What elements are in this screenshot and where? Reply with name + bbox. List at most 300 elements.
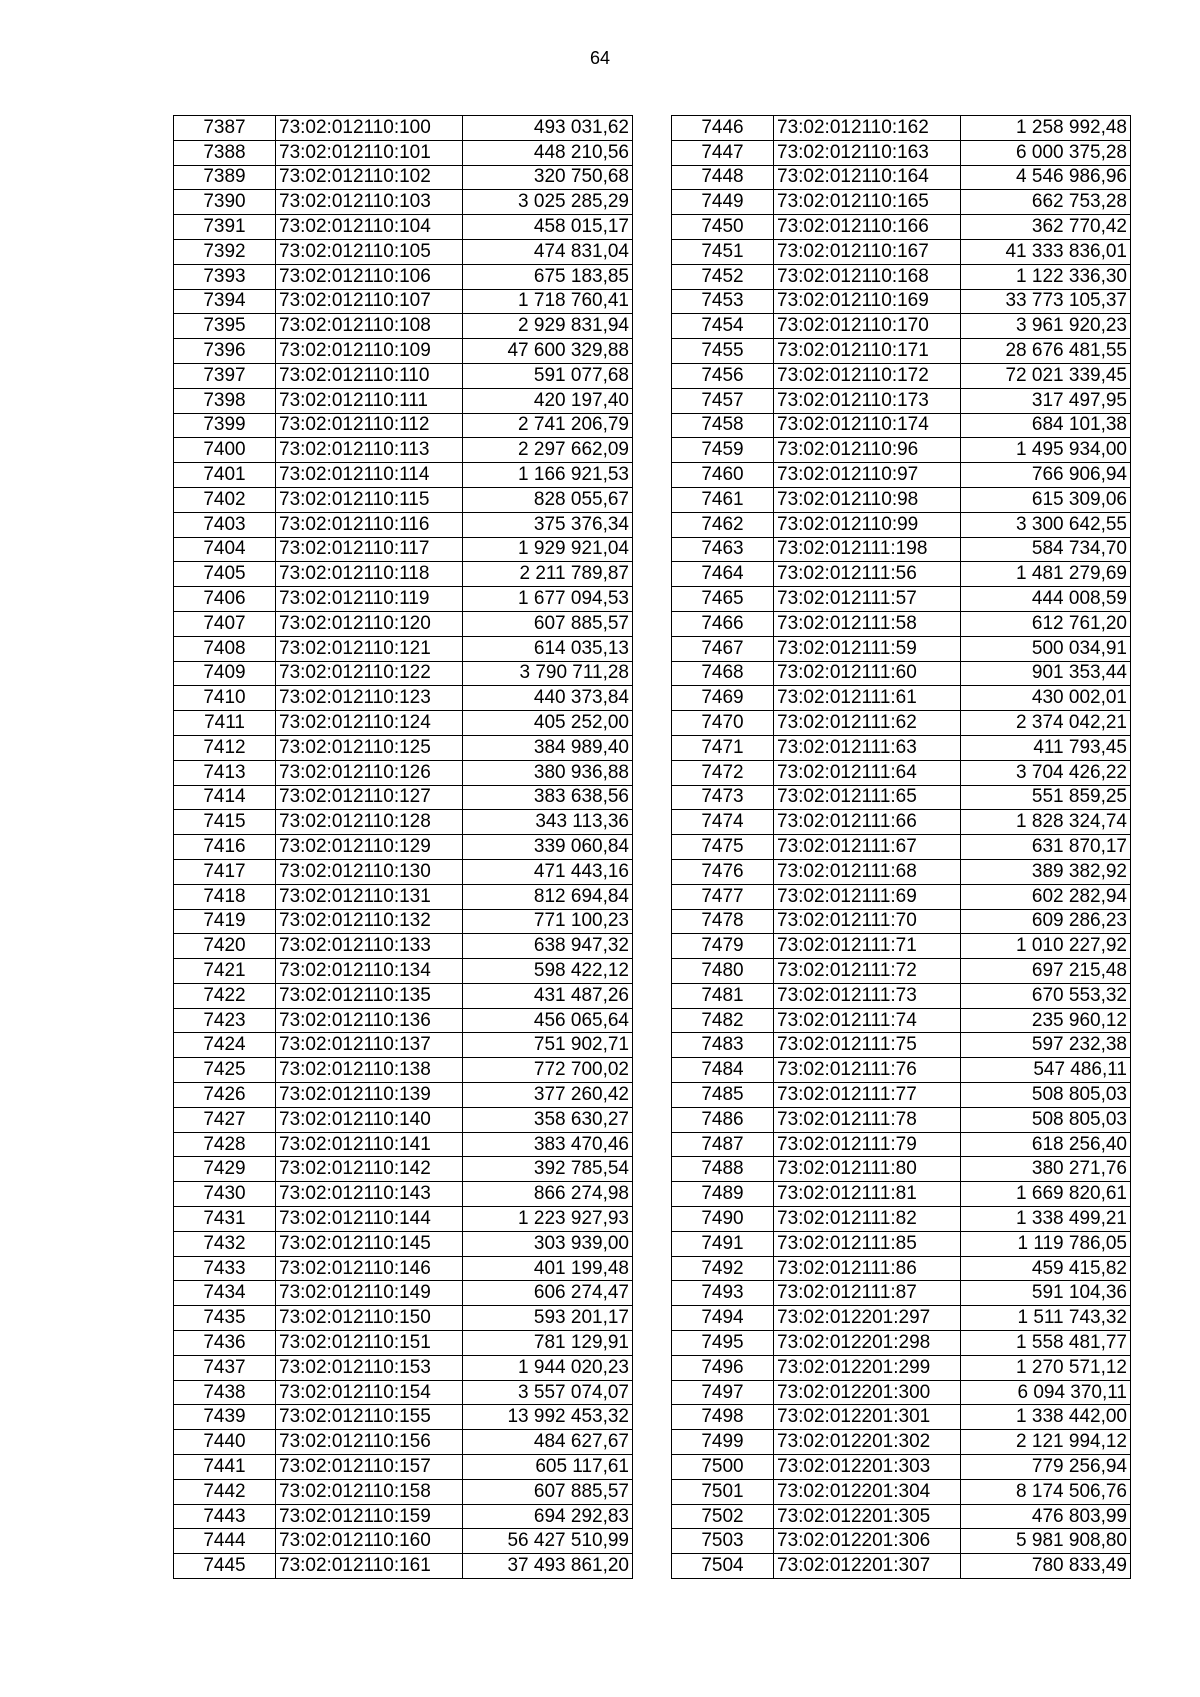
- table-row: [672, 661, 1131, 686]
- value-cell: 609 286,23: [961, 909, 1131, 934]
- cadastral-number-cell: 73:02:012111:75: [774, 1033, 961, 1058]
- value-cell: 1 270 571,12: [961, 1355, 1131, 1380]
- table-row: [672, 1554, 1131, 1579]
- value-cell: 597 232,38: [961, 1033, 1131, 1058]
- cadastral-number-cell: 73:02:012110:143: [276, 1182, 463, 1207]
- row-number-cell: 7498: [672, 1405, 774, 1430]
- row-number-cell: 7421: [174, 959, 276, 984]
- value-cell: 6 000 375,28: [961, 140, 1131, 165]
- cadastral-number-cell: 73:02:012110:99: [774, 512, 961, 537]
- value-cell: 602 282,94: [961, 884, 1131, 909]
- cadastral-number-cell: 73:02:012110:117: [276, 537, 463, 562]
- cadastral-number-cell: 73:02:012110:114: [276, 463, 463, 488]
- row-number-cell: 7457: [672, 388, 774, 413]
- row-number-cell: 7491: [672, 1231, 774, 1256]
- cadastral-number-cell: 73:02:012110:137: [276, 1033, 463, 1058]
- value-cell: 235 960,12: [961, 1008, 1131, 1033]
- cadastral-number-cell: 73:02:012110:171: [774, 339, 961, 364]
- value-cell: 1 223 927,93: [463, 1207, 633, 1232]
- row-number-cell: 7399: [174, 413, 276, 438]
- table-row: [672, 1380, 1131, 1405]
- table-row: [672, 983, 1131, 1008]
- value-cell: 389 382,92: [961, 859, 1131, 884]
- cadastral-number-cell: 73:02:012110:139: [276, 1083, 463, 1108]
- table-row: [174, 611, 633, 636]
- table-row: [174, 463, 633, 488]
- cadastral-number-cell: 73:02:012201:307: [774, 1554, 961, 1579]
- table-row: [174, 487, 633, 512]
- row-number-cell: 7430: [174, 1182, 276, 1207]
- cadastral-number-cell: 73:02:012110:123: [276, 686, 463, 711]
- value-cell: 33 773 105,37: [961, 289, 1131, 314]
- cadastral-number-cell: 73:02:012110:118: [276, 562, 463, 587]
- value-cell: 591 104,36: [961, 1281, 1131, 1306]
- cadastral-number-cell: 73:02:012110:138: [276, 1058, 463, 1083]
- table-row: [672, 587, 1131, 612]
- table-row: [174, 810, 633, 835]
- table-row: [174, 1107, 633, 1132]
- table-row: [174, 1083, 633, 1108]
- cadastral-number-cell: 73:02:012111:77: [774, 1083, 961, 1108]
- value-cell: 612 761,20: [961, 611, 1131, 636]
- value-cell: 3 300 642,55: [961, 512, 1131, 537]
- table-row: [672, 438, 1131, 463]
- table-row: [672, 735, 1131, 760]
- table-row: [174, 1504, 633, 1529]
- cadastral-number-cell: 73:02:012111:67: [774, 835, 961, 860]
- value-cell: 615 309,06: [961, 487, 1131, 512]
- cadastral-number-cell: 73:02:012110:163: [774, 140, 961, 165]
- value-cell: 459 415,82: [961, 1256, 1131, 1281]
- cadastral-number-cell: 73:02:012110:122: [276, 661, 463, 686]
- table-row: [672, 1033, 1131, 1058]
- row-number-cell: 7403: [174, 512, 276, 537]
- table-row: [672, 1008, 1131, 1033]
- value-cell: 598 422,12: [463, 959, 633, 984]
- value-cell: 781 129,91: [463, 1331, 633, 1356]
- value-cell: 607 885,57: [463, 611, 633, 636]
- table-row: [672, 785, 1131, 810]
- cadastral-number-cell: 73:02:012111:78: [774, 1107, 961, 1132]
- cadastral-number-cell: 73:02:012110:146: [276, 1256, 463, 1281]
- row-number-cell: 7409: [174, 661, 276, 686]
- row-number-cell: 7397: [174, 363, 276, 388]
- cadastral-number-cell: 73:02:012111:66: [774, 810, 961, 835]
- cadastral-number-cell: 73:02:012111:81: [774, 1182, 961, 1207]
- table-row: [174, 1405, 633, 1430]
- value-cell: 471 443,16: [463, 859, 633, 884]
- cadastral-number-cell: 73:02:012110:98: [774, 487, 961, 512]
- value-cell: 411 793,45: [961, 735, 1131, 760]
- cadastral-number-cell: 73:02:012110:112: [276, 413, 463, 438]
- table-row: [672, 165, 1131, 190]
- row-number-cell: 7460: [672, 463, 774, 488]
- value-cell: 458 015,17: [463, 215, 633, 240]
- cadastral-number-cell: 73:02:012110:103: [276, 190, 463, 215]
- cadastral-number-cell: 73:02:012110:135: [276, 983, 463, 1008]
- cadastral-number-cell: 73:02:012111:87: [774, 1281, 961, 1306]
- table-row: [672, 959, 1131, 984]
- row-number-cell: 7391: [174, 215, 276, 240]
- row-number-cell: 7406: [174, 587, 276, 612]
- right-table-body: [672, 116, 1131, 1579]
- table-row: [174, 785, 633, 810]
- table-row: [672, 215, 1131, 240]
- cadastral-number-cell: 73:02:012111:65: [774, 785, 961, 810]
- row-number-cell: 7495: [672, 1331, 774, 1356]
- value-cell: 779 256,94: [961, 1455, 1131, 1480]
- row-number-cell: 7501: [672, 1479, 774, 1504]
- cadastral-number-cell: 73:02:012111:80: [774, 1157, 961, 1182]
- cadastral-number-cell: 73:02:012110:169: [774, 289, 961, 314]
- cadastral-number-cell: 73:02:012110:144: [276, 1207, 463, 1232]
- table-row: [174, 1281, 633, 1306]
- cadastral-number-cell: 73:02:012110:110: [276, 363, 463, 388]
- cadastral-number-cell: 73:02:012110:134: [276, 959, 463, 984]
- row-number-cell: 7453: [672, 289, 774, 314]
- row-number-cell: 7473: [672, 785, 774, 810]
- table-row: [672, 388, 1131, 413]
- value-cell: 1 338 499,21: [961, 1207, 1131, 1232]
- row-number-cell: 7496: [672, 1355, 774, 1380]
- table-row: [174, 413, 633, 438]
- row-number-cell: 7474: [672, 810, 774, 835]
- row-number-cell: 7420: [174, 934, 276, 959]
- cadastral-number-cell: 73:02:012110:109: [276, 339, 463, 364]
- row-number-cell: 7472: [672, 760, 774, 785]
- cadastral-number-cell: 73:02:012110:172: [774, 363, 961, 388]
- value-cell: 375 376,34: [463, 512, 633, 537]
- table-row: [174, 959, 633, 984]
- row-number-cell: 7404: [174, 537, 276, 562]
- row-number-cell: 7435: [174, 1306, 276, 1331]
- cadastral-number-cell: 73:02:012110:149: [276, 1281, 463, 1306]
- row-number-cell: 7464: [672, 562, 774, 587]
- row-number-cell: 7471: [672, 735, 774, 760]
- cadastral-number-cell: 73:02:012110:124: [276, 711, 463, 736]
- table-row: [174, 1231, 633, 1256]
- table-row: [174, 636, 633, 661]
- table-row: [174, 661, 633, 686]
- page-number: 64: [589, 48, 611, 68]
- table-row: [174, 1331, 633, 1356]
- table-row: [672, 711, 1131, 736]
- row-number-cell: 7423: [174, 1008, 276, 1033]
- row-number-cell: 7422: [174, 983, 276, 1008]
- cadastral-number-cell: 73:02:012110:133: [276, 934, 463, 959]
- table-row: [174, 934, 633, 959]
- table-row: [672, 884, 1131, 909]
- value-cell: 662 753,28: [961, 190, 1131, 215]
- row-number-cell: 7456: [672, 363, 774, 388]
- cadastral-number-cell: 73:02:012110:164: [774, 165, 961, 190]
- table-row: [174, 983, 633, 1008]
- row-number-cell: 7415: [174, 810, 276, 835]
- value-cell: 670 553,32: [961, 983, 1131, 1008]
- cadastral-number-cell: 73:02:012110:170: [774, 314, 961, 339]
- table-row: [672, 314, 1131, 339]
- table-row: [174, 884, 633, 909]
- cadastral-number-cell: 73:02:012201:305: [774, 1504, 961, 1529]
- table-row: [174, 1132, 633, 1157]
- row-number-cell: 7433: [174, 1256, 276, 1281]
- cadastral-number-cell: 73:02:012110:96: [774, 438, 961, 463]
- table-row: [174, 1306, 633, 1331]
- row-number-cell: 7494: [672, 1306, 774, 1331]
- cadastral-number-cell: 73:02:012110:126: [276, 760, 463, 785]
- value-cell: 430 002,01: [961, 686, 1131, 711]
- table-row: [672, 1355, 1131, 1380]
- value-cell: 772 700,02: [463, 1058, 633, 1083]
- cadastral-number-cell: 73:02:012111:70: [774, 909, 961, 934]
- table-row: [672, 363, 1131, 388]
- row-number-cell: 7424: [174, 1033, 276, 1058]
- cadastral-number-cell: 73:02:012201:304: [774, 1479, 961, 1504]
- row-number-cell: 7431: [174, 1207, 276, 1232]
- value-cell: 484 627,67: [463, 1430, 633, 1455]
- cadastral-number-cell: 73:02:012110:104: [276, 215, 463, 240]
- value-cell: 591 077,68: [463, 363, 633, 388]
- value-cell: 593 201,17: [463, 1306, 633, 1331]
- row-number-cell: 7392: [174, 239, 276, 264]
- value-cell: 1 511 743,32: [961, 1306, 1131, 1331]
- row-number-cell: 7410: [174, 686, 276, 711]
- row-number-cell: 7484: [672, 1058, 774, 1083]
- cadastral-number-cell: 73:02:012110:168: [774, 264, 961, 289]
- cadastral-number-cell: 73:02:012111:68: [774, 859, 961, 884]
- value-cell: 56 427 510,99: [463, 1529, 633, 1554]
- table-row: [174, 711, 633, 736]
- row-number-cell: 7427: [174, 1107, 276, 1132]
- value-cell: 2 297 662,09: [463, 438, 633, 463]
- cadastral-number-cell: 73:02:012110:111: [276, 388, 463, 413]
- row-number-cell: 7411: [174, 711, 276, 736]
- value-cell: 1 718 760,41: [463, 289, 633, 314]
- cadastral-number-cell: 73:02:012201:298: [774, 1331, 961, 1356]
- row-number-cell: 7441: [174, 1455, 276, 1480]
- cadastral-number-cell: 73:02:012111:61: [774, 686, 961, 711]
- row-number-cell: 7408: [174, 636, 276, 661]
- value-cell: 780 833,49: [961, 1554, 1131, 1579]
- table-row: [174, 1479, 633, 1504]
- value-cell: 2 374 042,21: [961, 711, 1131, 736]
- cadastral-number-cell: 73:02:012110:125: [276, 735, 463, 760]
- value-cell: 2 211 789,87: [463, 562, 633, 587]
- row-number-cell: 7486: [672, 1107, 774, 1132]
- table-row: [174, 388, 633, 413]
- cadastral-number-cell: 73:02:012110:167: [774, 239, 961, 264]
- row-number-cell: 7492: [672, 1256, 774, 1281]
- table-row: [672, 190, 1131, 215]
- value-cell: 812 694,84: [463, 884, 633, 909]
- cadastral-number-cell: 73:02:012111:60: [774, 661, 961, 686]
- value-cell: 37 493 861,20: [463, 1554, 633, 1579]
- value-cell: 1 495 934,00: [961, 438, 1131, 463]
- row-number-cell: 7470: [672, 711, 774, 736]
- cadastral-number-cell: 73:02:012111:69: [774, 884, 961, 909]
- value-cell: 1 122 336,30: [961, 264, 1131, 289]
- table-row: [672, 239, 1131, 264]
- table-row: [672, 909, 1131, 934]
- value-cell: 3 704 426,22: [961, 760, 1131, 785]
- cadastral-number-cell: 73:02:012111:58: [774, 611, 961, 636]
- cadastral-number-cell: 73:02:012110:142: [276, 1157, 463, 1182]
- cadastral-number-cell: 73:02:012110:153: [276, 1355, 463, 1380]
- row-number-cell: 7387: [174, 116, 276, 141]
- table-row: [672, 835, 1131, 860]
- value-cell: 440 373,84: [463, 686, 633, 711]
- row-number-cell: 7396: [174, 339, 276, 364]
- row-number-cell: 7476: [672, 859, 774, 884]
- cadastral-number-cell: 73:02:012201:299: [774, 1355, 961, 1380]
- cadastral-number-cell: 73:02:012110:100: [276, 116, 463, 141]
- value-cell: 1 010 227,92: [961, 934, 1131, 959]
- table-row: [174, 1554, 633, 1579]
- table-row: [672, 339, 1131, 364]
- value-cell: 13 992 453,32: [463, 1405, 633, 1430]
- table-row: [174, 1529, 633, 1554]
- cadastral-number-cell: 73:02:012110:130: [276, 859, 463, 884]
- cadastral-number-cell: 73:02:012110:158: [276, 1479, 463, 1504]
- cadastral-number-cell: 73:02:012111:56: [774, 562, 961, 587]
- row-number-cell: 7482: [672, 1008, 774, 1033]
- table-row: [174, 686, 633, 711]
- cadastral-number-cell: 73:02:012111:57: [774, 587, 961, 612]
- row-number-cell: 7485: [672, 1083, 774, 1108]
- row-number-cell: 7452: [672, 264, 774, 289]
- row-number-cell: 7412: [174, 735, 276, 760]
- row-number-cell: 7400: [174, 438, 276, 463]
- value-cell: 2 121 994,12: [961, 1430, 1131, 1455]
- row-number-cell: 7463: [672, 537, 774, 562]
- row-number-cell: 7436: [174, 1331, 276, 1356]
- row-number-cell: 7503: [672, 1529, 774, 1554]
- cadastral-number-cell: 73:02:012111:74: [774, 1008, 961, 1033]
- value-cell: 3 557 074,07: [463, 1380, 633, 1405]
- table-row: [672, 537, 1131, 562]
- value-cell: 1 258 992,48: [961, 116, 1131, 141]
- cadastral-number-cell: 73:02:012111:79: [774, 1132, 961, 1157]
- table-row: [174, 363, 633, 388]
- value-cell: 1 338 442,00: [961, 1405, 1131, 1430]
- cadastral-number-cell: 73:02:012110:106: [276, 264, 463, 289]
- value-cell: 392 785,54: [463, 1157, 633, 1182]
- cadastral-number-cell: 73:02:012110:105: [276, 239, 463, 264]
- cadastral-number-cell: 73:02:012110:157: [276, 1455, 463, 1480]
- cadastral-number-cell: 73:02:012110:156: [276, 1430, 463, 1455]
- value-cell: 500 034,91: [961, 636, 1131, 661]
- row-number-cell: 7478: [672, 909, 774, 934]
- table-row: [174, 537, 633, 562]
- table-row: [174, 859, 633, 884]
- value-cell: 72 021 339,45: [961, 363, 1131, 388]
- cadastral-number-cell: 73:02:012110:161: [276, 1554, 463, 1579]
- value-cell: 8 174 506,76: [961, 1479, 1131, 1504]
- cadastral-number-cell: 73:02:012110:97: [774, 463, 961, 488]
- value-cell: 383 470,46: [463, 1132, 633, 1157]
- table-row: [672, 636, 1131, 661]
- table-row: [672, 1231, 1131, 1256]
- table-row: [672, 1207, 1131, 1232]
- value-cell: 551 859,25: [961, 785, 1131, 810]
- value-cell: 606 274,47: [463, 1281, 633, 1306]
- value-cell: 1 558 481,77: [961, 1331, 1131, 1356]
- cadastral-number-cell: 73:02:012201:300: [774, 1380, 961, 1405]
- cadastral-number-cell: 73:02:012110:151: [276, 1331, 463, 1356]
- table-row: [174, 735, 633, 760]
- value-cell: 1 481 279,69: [961, 562, 1131, 587]
- table-row: [672, 1281, 1131, 1306]
- cadastral-number-cell: 73:02:012110:120: [276, 611, 463, 636]
- value-cell: 431 487,26: [463, 983, 633, 1008]
- cadastral-number-cell: 73:02:012111:76: [774, 1058, 961, 1083]
- value-cell: 28 676 481,55: [961, 339, 1131, 364]
- value-cell: 828 055,67: [463, 487, 633, 512]
- cadastral-number-cell: 73:02:012111:198: [774, 537, 961, 562]
- table-row: [174, 215, 633, 240]
- row-number-cell: 7487: [672, 1132, 774, 1157]
- table-row: [672, 1157, 1131, 1182]
- value-cell: 383 638,56: [463, 785, 633, 810]
- value-cell: 6 094 370,11: [961, 1380, 1131, 1405]
- table-row: [672, 1331, 1131, 1356]
- value-cell: 614 035,13: [463, 636, 633, 661]
- value-cell: 444 008,59: [961, 587, 1131, 612]
- table-row: [672, 487, 1131, 512]
- row-number-cell: 7469: [672, 686, 774, 711]
- cadastral-number-cell: 73:02:012110:160: [276, 1529, 463, 1554]
- value-cell: 2 929 831,94: [463, 314, 633, 339]
- cadastral-number-cell: 73:02:012110:102: [276, 165, 463, 190]
- row-number-cell: 7483: [672, 1033, 774, 1058]
- table-row: [174, 1455, 633, 1480]
- row-number-cell: 7448: [672, 165, 774, 190]
- cadastral-number-cell: 73:02:012110:132: [276, 909, 463, 934]
- table-row: [174, 512, 633, 537]
- table-row: [672, 140, 1131, 165]
- row-number-cell: 7445: [174, 1554, 276, 1579]
- row-number-cell: 7442: [174, 1479, 276, 1504]
- row-number-cell: 7497: [672, 1380, 774, 1405]
- cadastral-number-cell: 73:02:012110:115: [276, 487, 463, 512]
- cadastral-number-cell: 73:02:012110:129: [276, 835, 463, 860]
- row-number-cell: 7401: [174, 463, 276, 488]
- cadastral-number-cell: 73:02:012111:85: [774, 1231, 961, 1256]
- row-number-cell: 7398: [174, 388, 276, 413]
- table-row: [672, 859, 1131, 884]
- table-row: [672, 1182, 1131, 1207]
- cadastral-number-cell: 73:02:012110:121: [276, 636, 463, 661]
- value-cell: 605 117,61: [463, 1455, 633, 1480]
- value-cell: 547 486,11: [961, 1058, 1131, 1083]
- row-number-cell: 7418: [174, 884, 276, 909]
- value-cell: 401 199,48: [463, 1256, 633, 1281]
- cadastral-number-cell: 73:02:012201:303: [774, 1455, 961, 1480]
- value-cell: 766 906,94: [961, 463, 1131, 488]
- row-number-cell: 7390: [174, 190, 276, 215]
- cadastral-number-cell: 73:02:012111:64: [774, 760, 961, 785]
- value-cell: 675 183,85: [463, 264, 633, 289]
- value-cell: 508 805,03: [961, 1083, 1131, 1108]
- table-row: [174, 1157, 633, 1182]
- table-row: [174, 1033, 633, 1058]
- table-row: [672, 760, 1131, 785]
- value-cell: 1 119 786,05: [961, 1231, 1131, 1256]
- value-cell: 493 031,62: [463, 116, 633, 141]
- value-cell: 474 831,04: [463, 239, 633, 264]
- row-number-cell: 7466: [672, 611, 774, 636]
- value-cell: 420 197,40: [463, 388, 633, 413]
